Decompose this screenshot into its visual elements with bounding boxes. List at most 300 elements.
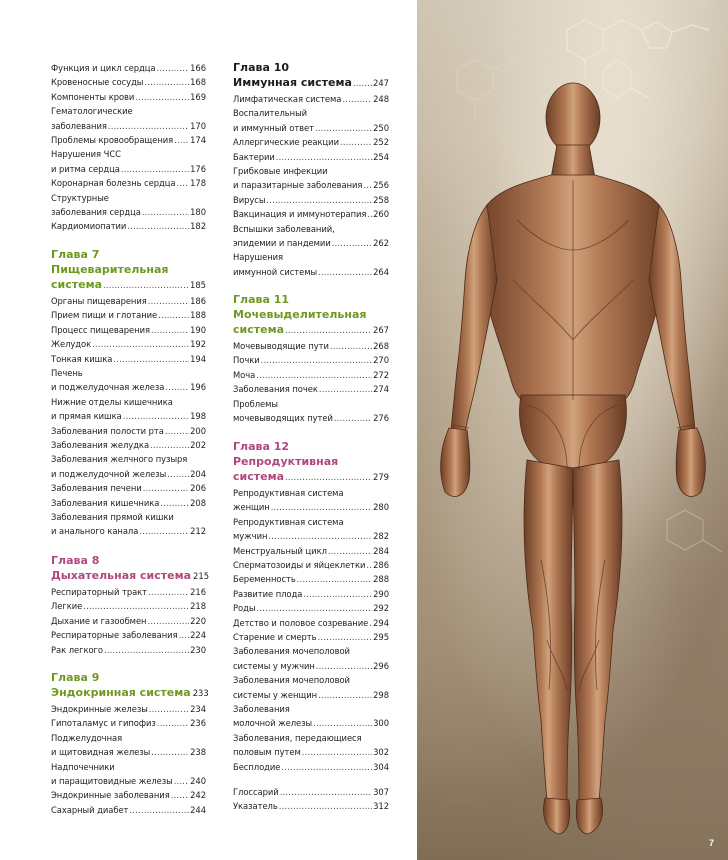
dot-leader	[121, 162, 189, 176]
toc-entry[interactable]	[51, 90, 206, 104]
chapter-title: система	[51, 278, 102, 291]
toc-page-number: 296	[373, 660, 389, 671]
toc-page-number: 200	[190, 425, 206, 436]
toc-page-number: 248	[373, 94, 389, 104]
dot-leader	[266, 193, 372, 207]
toc-entry-title: Бесплодие	[233, 761, 281, 772]
toc-chapter-heading[interactable]	[51, 670, 209, 700]
dot-leader	[268, 529, 372, 543]
toc-entry-title: Заболевания мочеполовой	[233, 675, 350, 686]
toc-entry-title: Беременность	[233, 574, 296, 585]
dot-leader	[318, 630, 373, 644]
toc-entry-title: заболевания сердца	[51, 206, 141, 217]
toc-entry[interactable]	[233, 353, 389, 367]
toc-entry[interactable]	[51, 219, 206, 233]
muscle-figure-icon	[417, 0, 728, 860]
toc-entry-title: Почки	[233, 355, 260, 366]
toc-entry-title: системы у мужчин	[233, 660, 315, 671]
toc-entry-title: Дыхание и газообмен	[51, 615, 147, 626]
toc-page-number: 286	[373, 560, 389, 570]
chapter-number: Глава 8	[51, 554, 100, 567]
dot-leader	[276, 150, 372, 164]
toc-entry[interactable]	[233, 760, 389, 774]
dot-leader	[123, 409, 189, 423]
toc-entry[interactable]	[51, 496, 206, 510]
toc-page-number: 279	[373, 472, 389, 482]
toc-entry[interactable]	[51, 585, 206, 599]
dot-leader	[158, 308, 189, 322]
toc-entry[interactable]	[51, 104, 206, 133]
toc-entry-title: Детство и половое созревание	[233, 617, 369, 628]
dot-leader	[353, 78, 372, 88]
toc-entry-title: Заболевания прямой кишки	[51, 512, 174, 522]
dot-leader	[332, 236, 372, 250]
dot-leader	[167, 467, 189, 481]
toc-entry-title: Указатель	[233, 801, 278, 812]
dot-leader	[135, 90, 189, 104]
toc-entry[interactable]	[51, 75, 206, 89]
toc-entry[interactable]	[51, 147, 206, 176]
toc-entry-title: Процесс пищеварения	[51, 324, 150, 335]
toc-page-number: 233	[192, 688, 209, 698]
dot-leader	[151, 323, 189, 337]
dot-leader	[281, 760, 372, 774]
chapter-title: система	[233, 470, 284, 483]
chapter-title: Дыхательная система	[51, 569, 192, 582]
toc-entry-title: мужчин	[233, 531, 268, 542]
dot-leader	[129, 803, 189, 817]
dot-leader	[113, 352, 189, 366]
toc-entry[interactable]	[233, 92, 389, 106]
toc-entry-title: Вирусы	[233, 194, 266, 205]
toc-entry[interactable]	[51, 702, 206, 716]
toc-entry-title: Желудок	[51, 339, 92, 350]
toc-page-number: 216	[190, 587, 206, 597]
chapter-title: Эндокринная система	[51, 686, 191, 699]
dot-leader	[330, 339, 372, 353]
toc-entry-title: Заболевания полости рта	[51, 425, 164, 436]
toc-entry[interactable]	[51, 452, 206, 481]
toc-entry-title: и иммунный ответ	[233, 122, 314, 133]
dot-leader	[340, 135, 372, 149]
toc-page-number: 304	[373, 761, 389, 772]
toc-page-number: 300	[373, 718, 389, 729]
dot-leader	[369, 616, 372, 630]
toc-page-number: 224	[190, 630, 206, 641]
chapter-title: Пищеварительная	[51, 263, 169, 276]
dot-leader	[160, 496, 189, 510]
dot-leader	[302, 745, 372, 759]
toc-entry-title: женщин	[233, 502, 270, 513]
toc-entry-title: Гипоталамус и гипофиз	[51, 718, 156, 729]
toc-page-number: 174	[190, 135, 206, 145]
toc-entry[interactable]	[233, 106, 389, 135]
toc-page-number: 276	[373, 412, 389, 423]
toc-entry[interactable]	[233, 644, 389, 673]
toc-entry-title: Заболевания почек	[233, 384, 318, 395]
toc-entry[interactable]	[51, 510, 206, 539]
toc-entry-title: Гематологические	[51, 106, 133, 117]
toc-page-number: 258	[373, 194, 389, 205]
toc-page-number: 252	[373, 137, 389, 148]
toc-entry-title: Функция и цикл сердца	[51, 63, 156, 73]
toc-entry[interactable]	[233, 630, 389, 644]
toc-page-number: 298	[373, 689, 389, 700]
toc-page-number: 208	[190, 497, 206, 508]
toc-page-number: 212	[190, 526, 206, 537]
chapter-title: Репродуктивная	[233, 455, 339, 468]
toc-page-number: 295	[373, 632, 389, 642]
dot-leader	[279, 799, 372, 813]
toc-entry-title: Заболевания печени	[51, 483, 142, 494]
toc-page-number: 230	[190, 644, 206, 655]
toc-entry-title: Репродуктивная система	[233, 516, 344, 527]
toc-page-number: 190	[190, 324, 206, 335]
toc-page-number: 250	[373, 122, 389, 133]
toc-entry[interactable]	[51, 294, 206, 308]
dot-leader	[366, 558, 372, 572]
toc-entry[interactable]	[233, 193, 389, 207]
toc-chapter-heading[interactable]	[233, 292, 389, 337]
toc-entry-title: Заболевания кишечника	[51, 497, 160, 508]
dot-leader	[143, 481, 189, 495]
toc-page-number: 192	[190, 339, 206, 350]
toc-page-number: 284	[373, 545, 389, 556]
toc-entry-title: и ритма сердца	[51, 163, 120, 174]
chapter-number: Глава 12	[233, 440, 290, 453]
toc-entry-title: Респираторный тракт	[51, 587, 148, 597]
toc-entry-title: иммунной системы	[233, 266, 318, 277]
toc-page-number: 254	[373, 151, 389, 162]
dot-leader	[328, 544, 372, 558]
toc-entry-title: и щитовидная железы	[51, 747, 151, 758]
chapter-title: система	[233, 323, 284, 336]
toc-entry-title: Надпочечники	[51, 761, 115, 772]
toc-page-number: 260	[373, 209, 389, 220]
toc-entry[interactable]	[51, 716, 206, 730]
toc-entry-title: Нарушения ЧСС	[51, 149, 121, 160]
toc-page-number: 215	[193, 571, 210, 581]
dot-leader	[171, 788, 189, 802]
toc-page-number: 264	[373, 266, 389, 277]
toc-entry[interactable]	[233, 382, 389, 396]
toc-entry-title: Менструальный цикл	[233, 545, 327, 556]
dot-leader	[334, 411, 372, 425]
toc-entry-title: Сахарный диабет	[51, 804, 129, 815]
toc-entry[interactable]	[233, 601, 389, 615]
toc-entry[interactable]	[233, 135, 389, 149]
toc-entry[interactable]	[233, 339, 389, 353]
toc-entry-title: Эндокринные железы	[51, 704, 148, 714]
toc-entry[interactable]	[233, 368, 389, 382]
chapter-title: Мочевыделительная	[233, 308, 367, 321]
toc-entry[interactable]	[233, 572, 389, 586]
chapter-number: Глава 9	[51, 671, 100, 684]
toc-page-number: 234	[190, 704, 206, 714]
toc-entry-title: системы у женщин	[233, 689, 318, 700]
toc-entry[interactable]	[51, 438, 206, 452]
toc-page-number: 176	[190, 163, 206, 174]
dot-leader	[261, 353, 373, 367]
dot-leader	[363, 178, 372, 192]
toc-page-number: 274	[373, 384, 389, 395]
toc-page-number: 290	[373, 588, 389, 599]
dot-leader	[139, 524, 189, 538]
toc-page-number: 256	[373, 180, 389, 191]
toc-page-number: 262	[373, 237, 389, 248]
dot-leader	[271, 500, 372, 514]
dot-leader	[165, 424, 189, 438]
dot-leader	[165, 380, 189, 394]
toc-page-number: 247	[373, 78, 389, 88]
toc-entry-title: Заболевания, передающиеся	[233, 732, 362, 743]
toc-entry-title: Мочевыводящие пути	[233, 341, 329, 351]
toc-entry-title: Структурные	[51, 192, 109, 203]
dot-leader	[316, 659, 372, 673]
toc-page-number: 178	[190, 178, 206, 189]
toc-entry-title: молочной железы	[233, 718, 313, 729]
toc-entry[interactable]	[233, 250, 389, 279]
dot-leader	[285, 325, 372, 335]
dot-leader	[150, 438, 189, 452]
toc-entry-title: Проблемы	[233, 398, 278, 409]
toc-page-number: 272	[373, 369, 389, 380]
toc-page-number: 236	[190, 718, 206, 729]
toc-page-number: 188	[190, 310, 206, 321]
toc-entry[interactable]	[51, 191, 206, 220]
toc-chapter-heading[interactable]	[233, 439, 389, 484]
toc-entry[interactable]	[51, 337, 206, 351]
toc-entry-title: Заболевания желчного пузыря	[51, 454, 188, 465]
toc-entry-title: Кровеносные сосуды	[51, 77, 144, 88]
toc-page-number: 166	[190, 63, 206, 73]
dot-leader	[318, 265, 372, 279]
toc-page-number: 186	[190, 296, 206, 306]
toc-entry-title: Тонкая кишка	[51, 353, 113, 364]
dot-leader	[108, 119, 189, 133]
toc-entry-title: Роды	[233, 603, 256, 614]
toc-page-number: 196	[190, 382, 206, 393]
toc-page-number: 169	[190, 91, 206, 102]
dot-leader	[83, 599, 189, 613]
toc-entry[interactable]	[51, 61, 206, 75]
toc-entry[interactable]	[233, 150, 389, 164]
toc-entry[interactable]	[233, 799, 389, 813]
toc-entry-title: Заболевания желудка	[51, 440, 150, 450]
toc-entry-title: Воспалительный	[233, 108, 308, 119]
toc-entry[interactable]	[51, 599, 206, 613]
toc-entry-title: Респираторные заболевания	[51, 630, 178, 641]
dot-leader	[144, 75, 189, 89]
toc-entry[interactable]	[233, 785, 389, 799]
dot-leader	[174, 133, 189, 147]
toc-chapter-heading[interactable]	[51, 553, 210, 583]
toc-entry-title: Грибковые инфекции	[233, 166, 328, 176]
toc-entry-title: и паразитарные заболевания	[233, 180, 363, 191]
toc-entry-title: Кардиомиопатии	[51, 221, 127, 232]
toc-entry-title: Прием пищи и глотание	[51, 310, 158, 321]
dot-leader	[103, 280, 189, 290]
chapter-title: Иммунная система	[233, 76, 352, 89]
toc-entry-title: половым путем	[233, 747, 301, 758]
toc-entry-title: Репродуктивная система	[233, 488, 344, 498]
toc-page-number: 182	[190, 221, 206, 232]
toc-page-number: 307	[373, 787, 389, 797]
dot-leader	[148, 585, 189, 599]
toc-page-number: 270	[373, 355, 389, 366]
toc-entry[interactable]	[233, 515, 389, 544]
toc-page-number: 180	[190, 206, 206, 217]
dot-leader	[285, 472, 372, 482]
toc-entry-title: Глоссарий	[233, 787, 279, 797]
toc-entry[interactable]	[233, 544, 389, 558]
toc-page-number: 194	[190, 353, 206, 364]
toc-entry-title: заболевания	[51, 120, 107, 131]
toc-entry[interactable]	[51, 308, 206, 322]
dot-leader	[174, 774, 189, 788]
chapter-number: Глава 11	[233, 293, 290, 306]
toc-entry-title: Заболевания мочеполовой	[233, 646, 350, 657]
chapter-number: Глава 7	[51, 248, 100, 261]
toc-entry[interactable]	[233, 587, 389, 601]
toc-entry-title: Проблемы кровообращения	[51, 135, 174, 145]
toc-entry[interactable]	[233, 616, 389, 630]
dot-leader	[127, 219, 189, 233]
toc-entry-title: Вспышки заболеваний,	[233, 223, 335, 234]
toc-page-number: 170	[190, 120, 206, 131]
toc-page-number: 238	[190, 747, 206, 758]
toc-entry-title: Бактерии	[233, 151, 275, 162]
toc-entry-title: Эндокринные заболевания	[51, 790, 170, 801]
dot-leader	[319, 382, 372, 396]
toc-page-number: 292	[373, 603, 389, 614]
dot-leader	[179, 628, 190, 642]
toc-entry[interactable]	[51, 803, 206, 817]
dot-leader	[256, 601, 372, 615]
toc-entry-title: Развитие плода	[233, 588, 303, 599]
dot-leader	[104, 643, 189, 657]
toc-entry-title: Печень	[51, 368, 83, 378]
toc-entry-title: и прямая кишка	[51, 411, 122, 422]
toc-entry-title: Органы пищеварения	[51, 296, 147, 306]
toc-entry[interactable]	[233, 164, 389, 193]
toc-page-number: 294	[373, 617, 389, 628]
dot-leader	[157, 716, 189, 730]
toc-page-number: 280	[373, 502, 389, 513]
toc-entry-title: и поджелудочная железа	[51, 382, 165, 393]
toc-entry[interactable]	[233, 207, 389, 221]
dot-leader	[149, 702, 189, 716]
toc-entry[interactable]	[233, 486, 389, 515]
dot-leader	[256, 368, 372, 382]
toc-entry-title: мочевыводящих путей	[233, 412, 333, 423]
toc-page-number: 244	[190, 804, 206, 815]
toc-entry[interactable]	[51, 643, 206, 657]
toc-entry-title: Легкие	[51, 601, 83, 612]
toc-page-number: 206	[190, 483, 206, 494]
toc-entry-title: Моча	[233, 369, 256, 380]
toc-page-number: 218	[190, 601, 206, 612]
toc-entry-title: Компоненты крови	[51, 91, 135, 102]
toc-entry[interactable]	[233, 673, 389, 702]
dot-leader	[315, 121, 372, 135]
toc-page-number: 220	[190, 615, 206, 626]
dot-leader	[147, 614, 189, 628]
toc-entry-title: Нарушения	[233, 252, 284, 263]
toc-page-number: 185	[190, 280, 206, 290]
toc-entry-title: эпидемии и пандемии	[233, 237, 331, 248]
dot-leader	[148, 294, 189, 308]
toc-page-number: 198	[190, 411, 206, 422]
toc-entry[interactable]	[233, 731, 389, 760]
toc-entry-title: Аллергические реакции	[233, 137, 339, 148]
dot-leader	[367, 207, 372, 221]
toc-entry[interactable]	[51, 760, 206, 789]
toc-entry[interactable]	[51, 731, 206, 760]
toc-page-number: 242	[190, 790, 206, 801]
toc-page-number: 202	[190, 440, 206, 450]
dot-leader	[157, 61, 190, 75]
toc-page-number: 168	[190, 77, 206, 88]
toc-page-number: 312	[373, 801, 389, 812]
toc-entry-title: Старение и смерть	[233, 632, 317, 642]
toc-entry-title: Сперматозоиды и яйцеклетки	[233, 560, 366, 570]
toc-entry-title: Лимфатическая система	[233, 94, 342, 104]
toc-entry-title: Рак легкого	[51, 644, 103, 655]
chapter-number: Глава 10	[233, 61, 290, 74]
dot-leader	[280, 785, 372, 799]
toc-entry-title: и поджелудочной железы	[51, 468, 167, 479]
toc-entry-title: Заболевания	[233, 704, 290, 714]
toc-entry-title: и паращитовидные железы	[51, 775, 173, 786]
toc-page-number: 204	[190, 468, 206, 479]
toc-entry[interactable]	[233, 222, 389, 251]
toc-entry[interactable]	[51, 628, 206, 642]
toc-entry[interactable]	[51, 352, 206, 366]
toc-entry-title: Нижние отделы кишечника	[51, 396, 173, 407]
toc-chapter-heading[interactable]	[233, 60, 389, 90]
toc-entry-title: Коронарная болезнь сердца	[51, 178, 176, 189]
toc-page-number: 302	[373, 747, 389, 758]
dot-leader	[303, 587, 372, 601]
dot-leader	[177, 176, 190, 190]
toc-entry-title: Вакцинация и иммунотерапия	[233, 209, 367, 220]
toc-entry[interactable]	[51, 395, 206, 424]
toc-entry[interactable]	[51, 614, 206, 628]
dot-leader	[142, 205, 189, 219]
toc-entry[interactable]	[233, 702, 389, 731]
dot-leader	[342, 92, 372, 106]
toc-page-number: 282	[373, 531, 389, 542]
toc-entry-title: Поджелудочная	[51, 732, 123, 743]
toc-entry[interactable]	[51, 323, 206, 337]
toc-entry[interactable]	[51, 481, 206, 495]
toc-page-number: 240	[190, 775, 206, 786]
toc-chapter-heading[interactable]	[51, 247, 206, 292]
toc-page-number: 267	[373, 325, 389, 335]
dot-leader	[92, 337, 189, 351]
toc-entry[interactable]	[51, 176, 206, 190]
toc-entry[interactable]	[233, 397, 389, 426]
dot-leader	[318, 688, 372, 702]
toc-entry-title: и анального канала	[51, 526, 139, 537]
toc-entry[interactable]	[51, 424, 206, 438]
toc-entry[interactable]	[51, 788, 206, 802]
toc-entry[interactable]	[51, 133, 206, 147]
toc-entry[interactable]	[51, 366, 206, 395]
toc-page-number: 288	[373, 574, 389, 585]
toc-entry[interactable]	[233, 558, 389, 572]
